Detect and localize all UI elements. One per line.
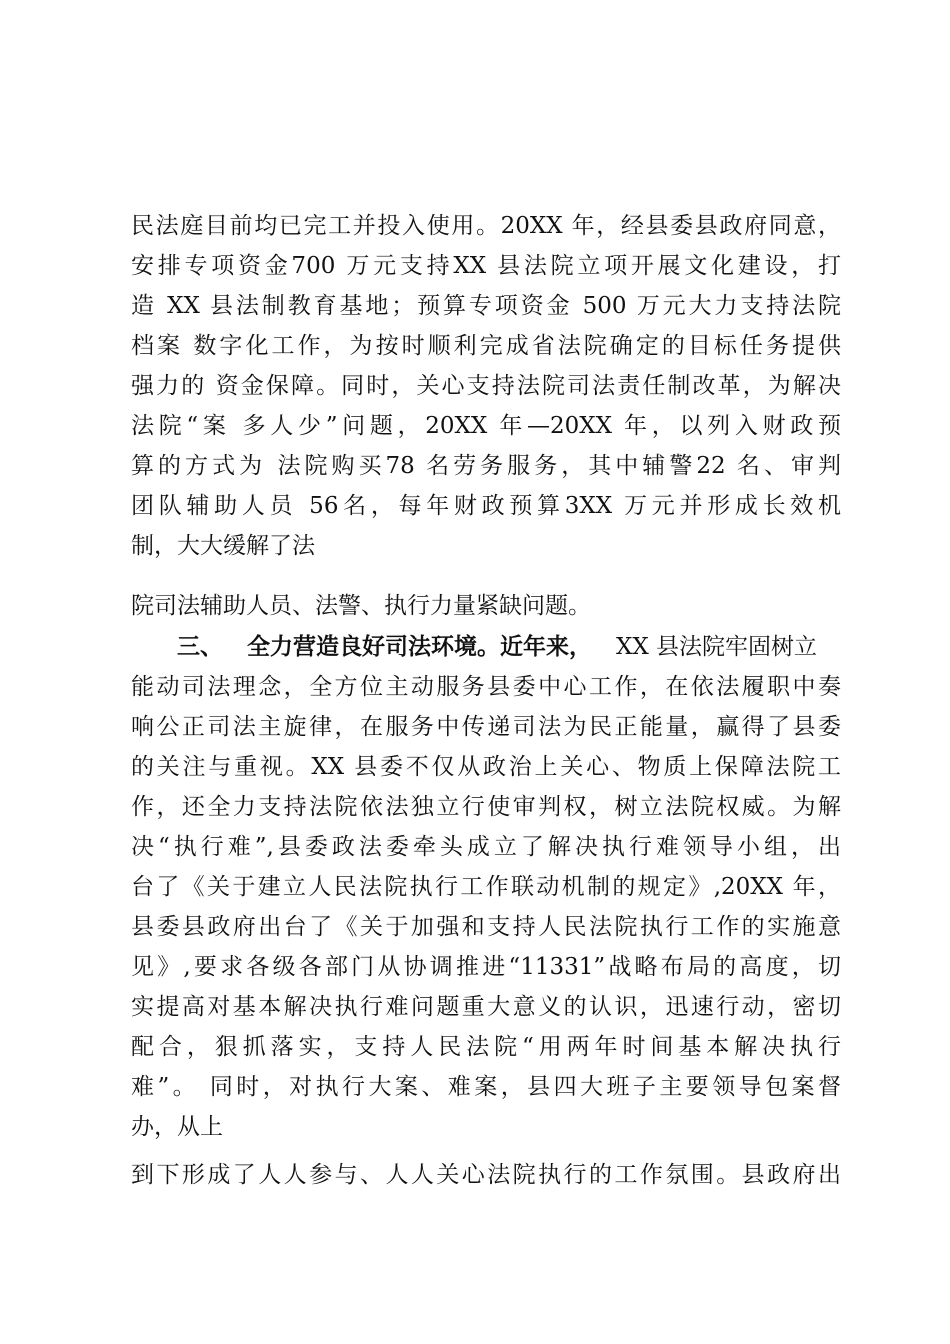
section-number: 三、 bbox=[177, 634, 223, 660]
paragraph-2-line-1-rest: XX 县法院牢固树立 bbox=[616, 634, 818, 660]
paragraph-2-line-3: 响公正司法主旋律，在服务中传递司法为民正能量，赢得了县委 bbox=[131, 714, 841, 740]
paragraph-1-line-1: 民法庭目前均已完工并投入使用。20XX 年，经县委县政府同意， bbox=[131, 213, 841, 239]
paragraph-2-line-12: 难”。 同时，对执行大案、难案，县四大班子主要领导包案督 bbox=[131, 1074, 841, 1100]
paragraph-2-line-11: 配合，狠抓落实，支持人民法院“用两年时间基本解决执行 bbox=[131, 1034, 841, 1060]
paragraph-1-line-7: 算的方式为 法院购买78 名劳务服务，其中辅警22 名、审判 bbox=[131, 453, 841, 479]
paragraph-1-line-5: 强力的 资金保障。同时，关心支持法院司法责任制改革，为解决 bbox=[131, 373, 841, 399]
paragraph-2-line-2: 能动司法理念，全方位主动服务县委中心工作，在依法履职中奏 bbox=[131, 674, 841, 700]
paragraph-2-line-10: 实提高对基本解决执行难问题重大意义的认识，迅速行动，密切 bbox=[131, 994, 841, 1020]
paragraph-2-line-4: 的关注与重视。XX 县委不仅从政治上关心、物质上保障法院工 bbox=[131, 754, 841, 780]
paragraph-1-line-8: 团队辅助人员 56名，每年财政预算3XX 万元并形成长效机 bbox=[131, 493, 841, 519]
paragraph-1-line-4: 档案 数字化工作，为按时顺利完成省法院确定的目标任务提供 bbox=[131, 333, 841, 359]
paragraph-2-line-5: 作，还全力支持法院依法独立行使审判权，树立法院权威。为解 bbox=[131, 794, 841, 820]
paragraph-2-line-13: 办，从上 bbox=[131, 1114, 223, 1140]
paragraph-1-line-3: 造 XX 县法制教育基地；预算专项资金 500 万元大力支持法院 bbox=[131, 293, 841, 319]
paragraph-2-line-6: 决“执行难”,县委政法委牵头成立了解决执行难领导小组，出 bbox=[131, 834, 841, 860]
paragraph-1-line-6: 法院“案 多人少”问题，20XX 年—20XX 年，以列入财政预 bbox=[131, 413, 841, 439]
section-heading: 全力营造良好司法环境。近年来， bbox=[247, 634, 592, 660]
paragraph-2-line-9: 见》,要求各级各部门从协调推进“11331”战略布局的高度，切 bbox=[131, 954, 841, 980]
paragraph-1-line-2: 安排专项资金700 万元支持XX 县法院立项开展文化建设，打 bbox=[131, 253, 841, 279]
paragraph-1-line-9: 制，大大缓解了法 bbox=[131, 533, 315, 559]
paragraph-2-continuation: 到下形成了人人参与、人人关心法院执行的工作氛围。县政府出 bbox=[131, 1162, 841, 1188]
paragraph-1-continuation: 院司法辅助人员、法警、执行力量紧缺问题。 bbox=[131, 593, 591, 619]
paragraph-2-line-8: 县委县政府出台了《关于加强和支持人民法院执行工作的实施意 bbox=[131, 914, 841, 940]
paragraph-2-line-7: 台了《关于建立人民法院执行工作联动机制的规定》,20XX 年， bbox=[131, 874, 841, 900]
paragraph-2-heading-line bbox=[131, 627, 841, 667]
